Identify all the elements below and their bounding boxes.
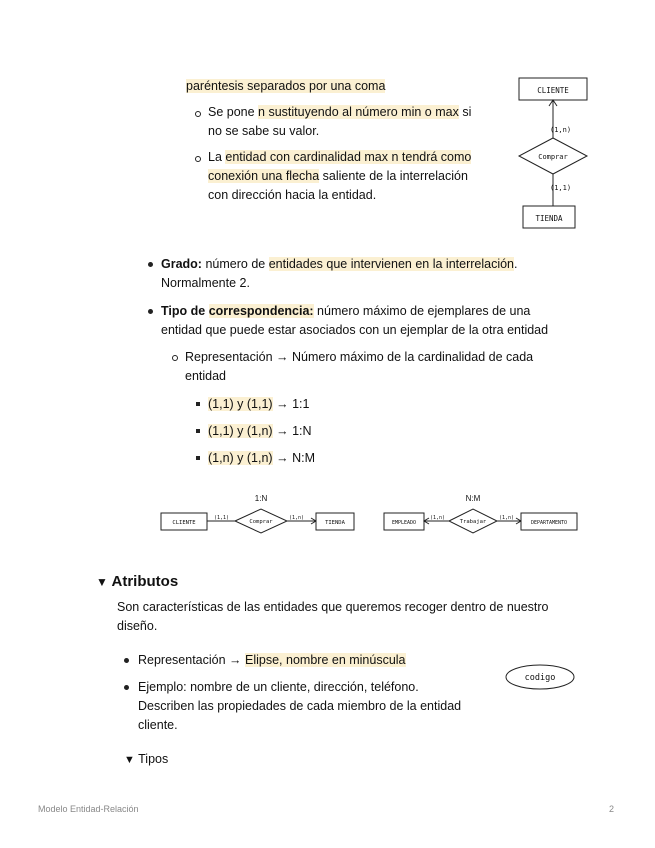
entity-label-tienda: TIENDA bbox=[325, 520, 345, 526]
bullet-solid bbox=[148, 309, 153, 314]
bullet-hollow bbox=[172, 355, 178, 361]
cardinality-label-top: (1,n) bbox=[550, 126, 572, 134]
list-item-representacion: Representación → Elipse, nombre en minúscula bbox=[138, 653, 406, 667]
bullet-square bbox=[196, 402, 200, 406]
atributos-description: Son características de las entidades que queremos recoger dentro de nuestro diseño. bbox=[117, 600, 549, 633]
attribute-ellipse-diagram bbox=[503, 662, 577, 692]
entity-label-departamento: DEPARTAMENTO bbox=[530, 520, 568, 526]
cardinality-label-bottom: (1,1) bbox=[550, 184, 572, 192]
relation-label-trabajar: Trabajar bbox=[459, 519, 487, 525]
list-item-n-substitution: Se pone n sustituyendo al número min o max si no se sabe su valor. bbox=[208, 105, 472, 138]
bullet-square bbox=[196, 429, 200, 433]
diagram-n-m bbox=[380, 492, 580, 540]
cardinality-item-1-1: (1,1) y (1,1) → 1:1 bbox=[208, 397, 310, 411]
cardinality-diagram-vertical bbox=[505, 72, 605, 234]
top-continuation-line: paréntesis separados por una coma bbox=[186, 79, 386, 93]
relation-label-comprar: Comprar bbox=[538, 153, 568, 161]
entity-label-cliente: CLIENTE bbox=[172, 520, 196, 526]
list-item-ejemplo: Ejemplo: nombre de un cliente, dirección, teléfono. Describen las propiedades de cada miembro de la entidad cliente. bbox=[138, 680, 462, 732]
cardinality-item-n-m: (1,n) y (1,n) → N:M bbox=[208, 451, 315, 465]
bullet-hollow bbox=[195, 111, 201, 117]
tipos-toggle-row[interactable]: ▼ Tipos bbox=[124, 752, 169, 766]
entity-label-tienda: TIENDA bbox=[535, 214, 563, 223]
attribute-label-codigo: codigo bbox=[524, 673, 556, 683]
diagram-1-n bbox=[158, 492, 358, 540]
cardinality-label-right: (1,n) bbox=[499, 515, 515, 521]
toggle-triangle-icon[interactable]: ▼ bbox=[124, 754, 135, 766]
bullet-solid bbox=[124, 658, 129, 663]
cardinality-item-1-n: (1,1) y (1,n) → 1:N bbox=[208, 424, 312, 438]
list-item-grado: Grado: número de entidades que intervienen en la interrelación. Normalmente 2. bbox=[161, 257, 518, 290]
bullet-hollow bbox=[195, 156, 201, 162]
relation-label-comprar: Comprar bbox=[249, 519, 273, 525]
cardinality-label-left: (1,n) bbox=[430, 515, 446, 521]
entity-label-empleado: EMPLEADO bbox=[391, 520, 417, 526]
diagram-title-1-n: 1:N bbox=[254, 494, 268, 503]
cardinality-label-right: (1,n) bbox=[289, 515, 305, 521]
toggle-triangle-icon[interactable]: ▼ bbox=[96, 575, 108, 589]
footer-page-number: 2 bbox=[609, 804, 615, 814]
list-item-arrow-rule: La entidad con cardinalidad max n tendrá como conexión una flecha saliente de la interrelación con dirección hacia la entidad. bbox=[208, 150, 472, 202]
cardinality-label-left: (1,1) bbox=[214, 515, 230, 521]
footer-document-title: Modelo Entidad-Relación bbox=[38, 804, 139, 814]
sublist-item-representacion: Representación → Número máximo de la cardinalidad de cada entidad bbox=[185, 350, 534, 383]
entity-label-cliente: CLIENTE bbox=[537, 86, 569, 95]
diagram-title-n-m: N:M bbox=[465, 494, 481, 503]
list-item-tipo-correspondencia: Tipo de correspondencia: número máximo de ejemplares de una entidad que puede estar asociados con un ejemplar de la otra entidad bbox=[161, 304, 549, 337]
bullet-solid bbox=[148, 262, 153, 267]
bullet-solid bbox=[124, 685, 129, 690]
section-heading-atributos[interactable]: ▼ Atributos bbox=[96, 573, 179, 590]
bullet-square bbox=[196, 456, 200, 460]
